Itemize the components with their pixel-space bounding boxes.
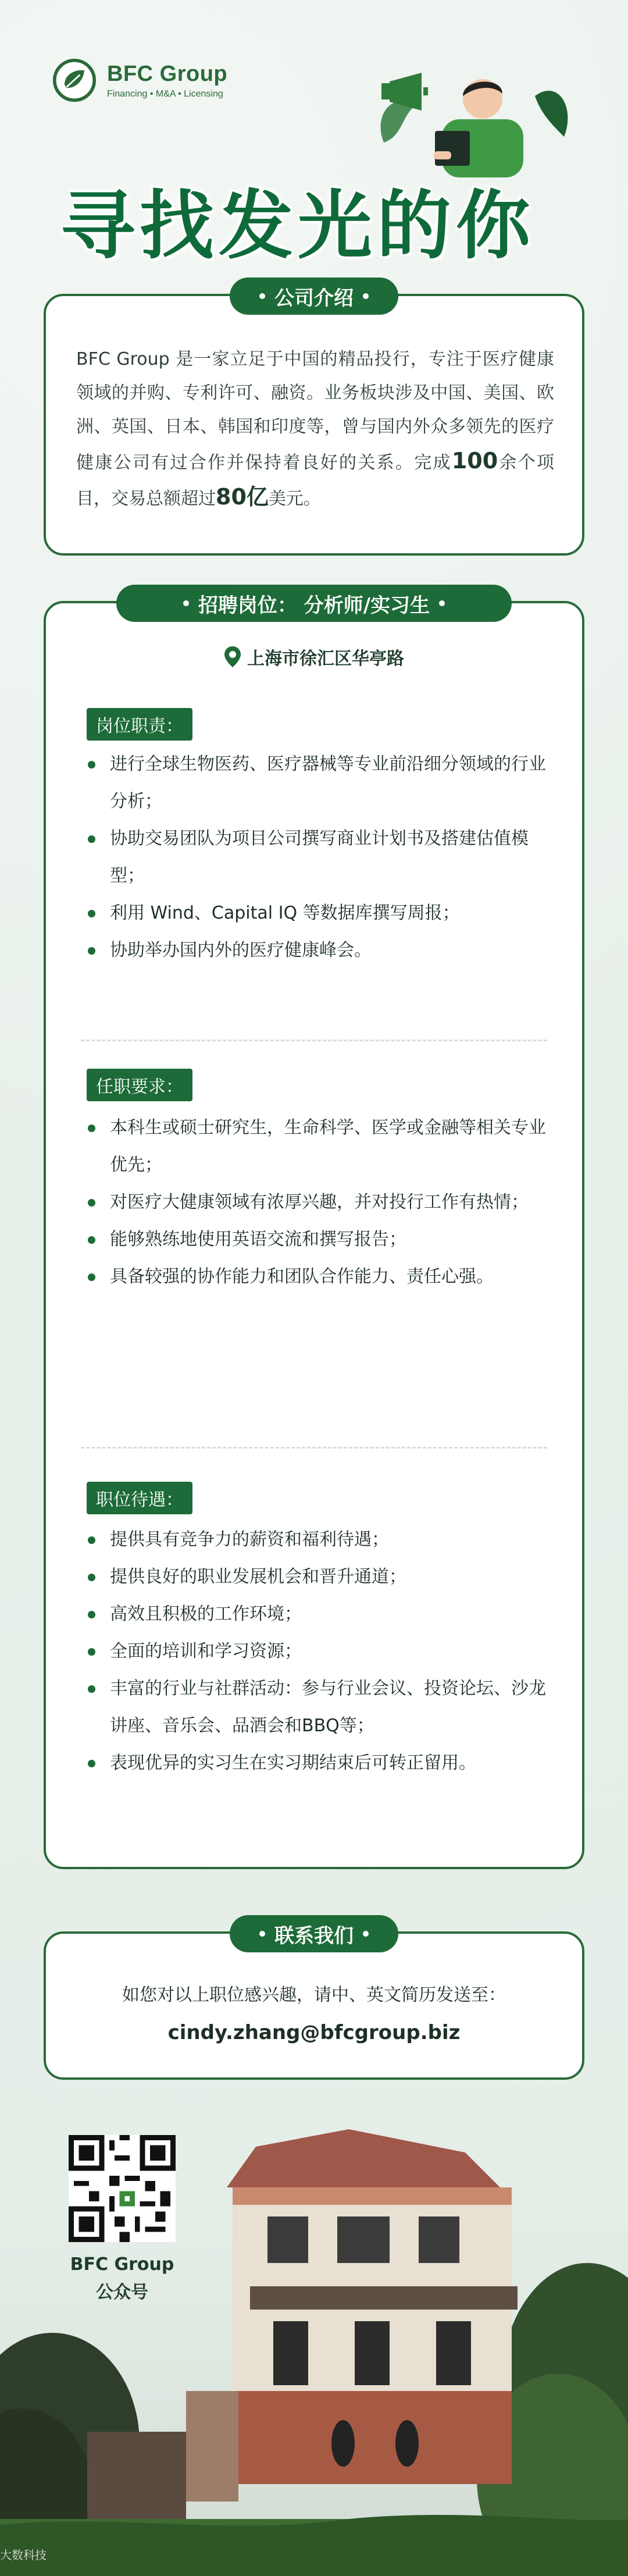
contact-email[interactable]: cindy.zhang@bfcgroup.biz <box>167 2021 461 2044</box>
list-item: 协助交易团队为项目公司撰写商业计划书及搭建估值模型； <box>88 820 553 895</box>
list-item: 提供良好的职业发展机会和晋升通道； <box>88 1559 553 1596</box>
intro-deal-amount: 80亿 <box>216 484 269 510</box>
list-item: 本科生或硕士研究生，生命科学、医学或金融等相关专业优先； <box>88 1109 553 1184</box>
bfc-logo-icon <box>52 58 97 102</box>
brand-name: BFC Group <box>107 61 228 86</box>
list-item: 能够熟练地使用英语交流和撰写报告； <box>88 1221 553 1258</box>
intro-body: BFC Group 是一家立足于中国的精品投行，专注于医疗健康领域的并购、专利许可、融资。业务板块涉及中国、美国、欧洲、英国、日本、韩国和印度等，曾与国内外众多领先的医疗健康公司有过合作并保持着良好的关系。完成 <box>76 349 554 473</box>
list-item: 协助举办国内外的医疗健康峰会。 <box>88 932 553 969</box>
hero-title: 寻找发光的你 <box>60 183 536 269</box>
list-item: 利用 Wind、Capital IQ 等数据库撰写周报； <box>88 895 553 932</box>
contact-line: 如您对以上职位感兴趣，请中、英文简历发送至： <box>122 1985 506 2005</box>
intro-heading <box>230 277 398 315</box>
benefits-list <box>88 1521 553 1782</box>
intro-project-count: 100 <box>451 448 498 474</box>
brand-logo <box>52 58 227 102</box>
contact-heading-text: 联系我们 <box>274 1924 354 1948</box>
list-item: 对医疗大健康领域有浓厚兴趣，并对投行工作有热情； <box>88 1184 553 1221</box>
list-item: 表现优异的实习生在实习期结束后可转正留用。 <box>88 1745 553 1782</box>
divider <box>81 1447 547 1449</box>
job-card <box>44 593 584 1869</box>
location-pin-icon <box>224 646 241 668</box>
intro-body-mid: 余个项目，交易总额超过 <box>76 453 555 509</box>
qr-code-icon[interactable] <box>69 2135 176 2242</box>
section-tag-benefits: 职位待遇： <box>87 1482 192 1514</box>
brand-tagline: Financing • M&A • Licensing <box>107 88 223 99</box>
list-item: 具备较强的协作能力和团队合作能力、责任心强。 <box>88 1258 553 1296</box>
list-item: 提供具有竞争力的薪资和福利待遇； <box>88 1521 553 1559</box>
list-item: 进行全球生物医药、医疗器械等专业前沿细分领域的行业分析； <box>88 746 553 820</box>
megaphone-person-illustration <box>378 55 570 177</box>
section-tag-duties: 岗位职责： <box>87 708 192 741</box>
megaphone-icon <box>381 73 428 111</box>
section-tag-requirements: 任职要求： <box>87 1069 192 1101</box>
job-location-text: 上海市徐汇区华亭路 <box>247 649 404 669</box>
intro-body-end: 美元。 <box>268 489 321 509</box>
job-heading-text: 招聘岗位： 分析师/实习生 <box>198 593 430 617</box>
watermark: 大数科技 <box>0 2548 47 2562</box>
divider <box>81 1040 547 1041</box>
list-item: 高效且积极的工作环境； <box>88 1596 553 1633</box>
intro-text <box>76 343 554 516</box>
qr-label-account: 公众号 <box>96 2282 148 2303</box>
job-heading <box>116 585 512 622</box>
contact-card <box>44 1924 584 2080</box>
intro-heading-text: 公司介绍 <box>274 286 354 310</box>
requirements-list <box>88 1109 553 1296</box>
duties-list <box>88 746 553 969</box>
qr-label-brand: BFC Group <box>70 2254 174 2275</box>
intro-card <box>44 286 584 556</box>
list-item: 全面的培训和学习资源； <box>88 1633 553 1670</box>
list-item: 丰富的行业与社群活动：参与行业会议、投资论坛、沙龙讲座、音乐会、品酒会和BBQ等； <box>88 1670 553 1745</box>
contact-heading <box>230 1915 398 1952</box>
job-location <box>46 644 582 670</box>
